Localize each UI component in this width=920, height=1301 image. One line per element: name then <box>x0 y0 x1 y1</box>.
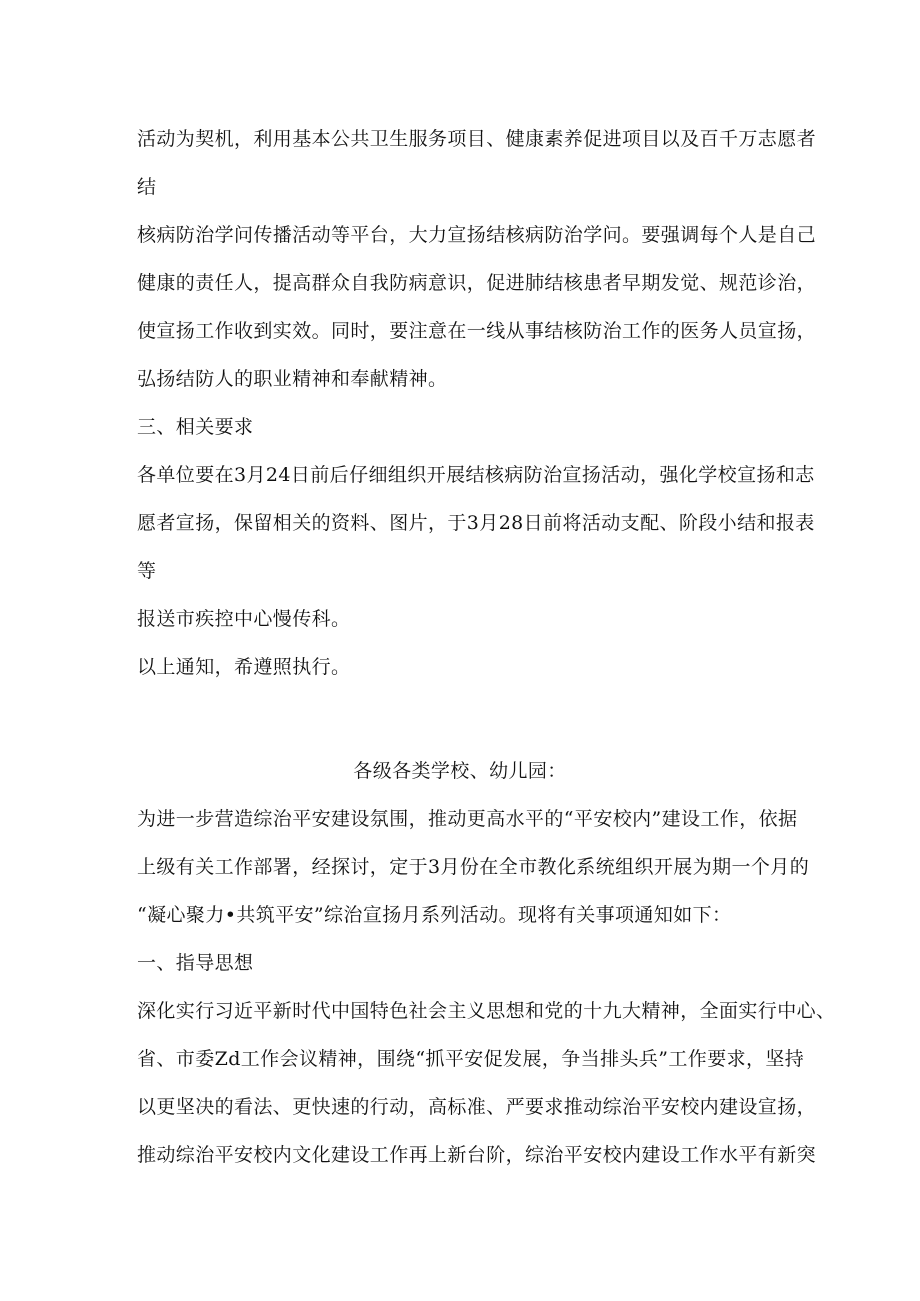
text-line: 核病防治学问传播活动等平台，大力宣扬结核病防治学问。要强调每个人是自己 <box>137 224 817 246</box>
text-line: 健康的责任人，提高群众自我防病意识，促进肺结核患者早期发觉、规范诊治， <box>137 272 817 294</box>
text-line: 为进一步营造综治平安建设氛围，推动更高水平的“平安校内”建设工作，依据 <box>137 808 798 830</box>
section-heading: 三、相关要求 <box>137 416 254 438</box>
text-line: 上级有关工作部署，经探讨，定于3月份在全市教化系统组织开展为期一个月的 <box>137 856 810 878</box>
text-line: 愿者宣扬，保留相关的资料、图片，于3月28日前将活动支配、阶段小结和报表 <box>137 512 815 534</box>
text-line: 等 <box>137 560 157 582</box>
closing-line: 以上通知，希遵照执行。 <box>137 656 351 678</box>
text-line: 推动综治平安校内文化建设工作再上新台阶，综治平安校内建设工作水平有新突 <box>137 1144 817 1166</box>
section-heading: 一、指导思想 <box>137 952 254 974</box>
text-line: 活动为契机，利用基本公共卫生服务项目、健康素养促进项目以及百千万志愿者 <box>137 128 817 150</box>
salutation: 各级各类学校、幼儿园： <box>353 760 567 782</box>
text-line: 深化实行习近平新时代中国特色社会主义思想和党的十九大精神，全面实行中心、 <box>137 1000 836 1022</box>
text-line: “凝心聚力•共筑平安”综治宣扬月系列活动。现将有关事项通知如下： <box>137 904 732 926</box>
text-line: 结 <box>137 176 157 198</box>
text-line: 各单位要在3月24日前后仔细组织开展结核病防治宣扬活动，强化学校宣扬和志 <box>137 464 815 486</box>
text-line: 弘扬结防人的职业精神和奉献精神。 <box>137 368 448 390</box>
text-line: 以更坚决的看法、更快速的行动，高标准、严要求推动综治平安校内建设宣扬， <box>137 1096 817 1118</box>
text-line: 省、市委Zd工作会议精神，围绕“抓平安促发展，争当排头兵”工作要求，坚持 <box>137 1048 805 1070</box>
text-line: 使宣扬工作收到实效。同时，要注意在一线从事结核防治工作的医务人员宣扬， <box>137 320 817 342</box>
text-line: 报送市疾控中心慢传科。 <box>137 608 351 630</box>
